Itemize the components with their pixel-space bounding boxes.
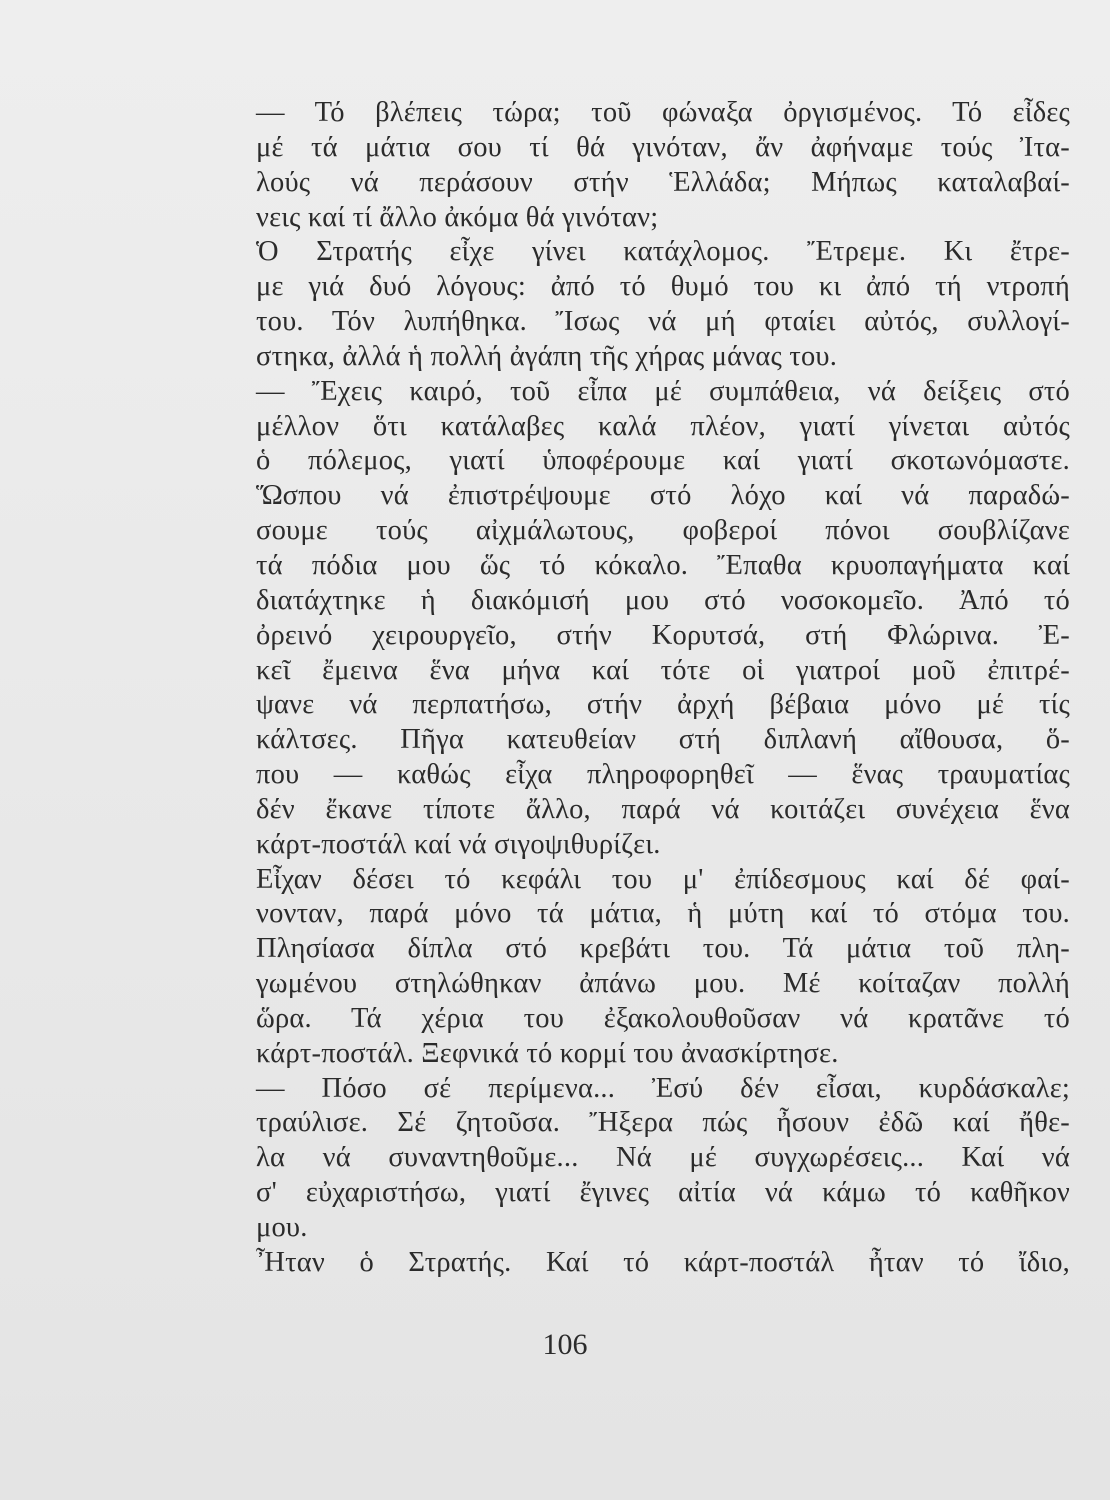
text-line: τά πόδια μου ὥς τό κόκαλο. Ἔπαθα κρυοπαγήματα καί	[256, 549, 1070, 581]
text-line: με γιά δυό λόγους: ἀπό τό θυμό του κι ἀπό τή ντροπή	[256, 271, 1070, 303]
text-line: — Πόσο σέ περίμενα... Ἐσύ δέν εἶσαι, κυρδάσκαλε;	[256, 1072, 1070, 1104]
text-line: τραύλισε. Σέ ζητοῦσα. Ἤξερα πώς ἦσουν ἐδῶ καί ἤθε-	[256, 1107, 1070, 1139]
text-line: λούς νά περάσουν στήν Ἑλλάδα; Μήπως καταλαβαί-	[256, 166, 1070, 198]
text-line: δέν ἔκανε τίποτε ἄλλο, παρά νά κοιτάζει συνέχεια ἕνα	[256, 793, 1070, 825]
text-line: κάλτσες. Πῆγα κατευθείαν στή διπλανή αἴθουσα, ὅ-	[256, 724, 1070, 756]
text-line: διατάχτηκε ἡ διακόμισή μου στό νοσοκομεῖο. Ἀπό τό	[256, 584, 1070, 616]
text-line: ὥρα. Τά χέρια του ἐξακολουθοῦσαν νά κρατᾶνε τό	[256, 1002, 1070, 1034]
body-text	[256, 96, 1070, 1281]
text-line: Εἶχαν δέσει τό κεφάλι του μ' ἐπίδεσμους καί δέ φαί-	[256, 863, 1070, 895]
text-line: μέ τά μάτια σου τί θά γινόταν, ἄν ἀφήναμε τούς Ἰτα-	[256, 131, 1070, 163]
text-line: που — καθώς εἶχα πληροφορηθεῖ — ἕνας τραυματίας	[256, 759, 1070, 791]
text-line: στηκα, ἀλλά ἡ πολλή ἀγάπη τῆς χήρας μάνας του.	[256, 340, 838, 372]
text-line: νεις καί τί ἄλλο ἀκόμα θά γινόταν;	[256, 201, 659, 233]
text-line: ὁ πόλεμος, γιατί ὑποφέρουμε καί γιατί σκοτωνόμαστε.	[256, 445, 1070, 477]
text-line: — Ἔχεις καιρό, τοῦ εἶπα μέ συμπάθεια, νά δείξεις στό	[256, 375, 1070, 407]
text-line: λα νά συναντηθοῦμε... Νά μέ συγχωρέσεις... Καί νά	[256, 1142, 1070, 1174]
text-line: ψανε νά περπατήσω, στήν ἀρχή βέβαια μόνο μέ τίς	[256, 689, 1070, 721]
text-line: ὀρεινό χειρουργεῖο, στήν Κορυτσά, στή Φλώρινα. Ἐ-	[256, 619, 1070, 651]
text-line: Πλησίασα δίπλα στό κρεβάτι του. Τά μάτια τοῦ πλη-	[256, 933, 1070, 965]
text-line: κάρτ-ποστάλ. Ξεφνικά τό κορμί του ἀνασκίρτησε.	[256, 1037, 839, 1069]
text-line: σουμε τούς αἰχμάλωτους, φοβεροί πόνοι σουβλίζανε	[256, 515, 1070, 547]
text-line: μου.	[256, 1212, 308, 1243]
text-line: μέλλον ὅτι κατάλαβες καλά πλέον, γιατί γίνεται αὐτός	[256, 410, 1070, 442]
text-line: γωμένου στηλώθηκαν ἀπάνω μου. Μέ κοίταζαν πολλή	[256, 968, 1070, 1000]
text-line: σ' εὐχαριστήσω, γιατί ἔγινες αἰτία νά κάμω τό καθῆκον	[256, 1177, 1070, 1209]
text-line: Ὁ Στρατής εἶχε γίνει κατάχλομος. Ἔτρεμε. Κι ἔτρε-	[256, 236, 1070, 268]
text-line: Ὥσπου νά ἐπιστρέψουμε στό λόχο καί νά παραδώ-	[256, 480, 1070, 512]
text-line: κεῖ ἔμεινα ἕνα μήνα καί τότε οἱ γιατροί μοῦ ἐπιτρέ-	[256, 654, 1070, 686]
text-line: του. Τόν λυπήθηκα. Ἴσως νά μή φταίει αὐτός, συλλογί-	[256, 306, 1070, 338]
text-line: κάρτ-ποστάλ καί νά σιγοψιθυρίζει.	[256, 828, 661, 860]
text-line: νονταν, παρά μόνο τά μάτια, ἡ μύτη καί τό στόμα του.	[256, 898, 1070, 930]
text-line: Ἦταν ὁ Στρατής. Καί τό κάρτ-ποστάλ ἦταν τό ἴδιο,	[256, 1246, 1070, 1278]
page-number: 106	[542, 1328, 588, 1361]
text-line: — Τό βλέπεις τώρα; τοῦ φώναξα ὀργισμένος. Τό εἶδες	[256, 97, 1070, 128]
